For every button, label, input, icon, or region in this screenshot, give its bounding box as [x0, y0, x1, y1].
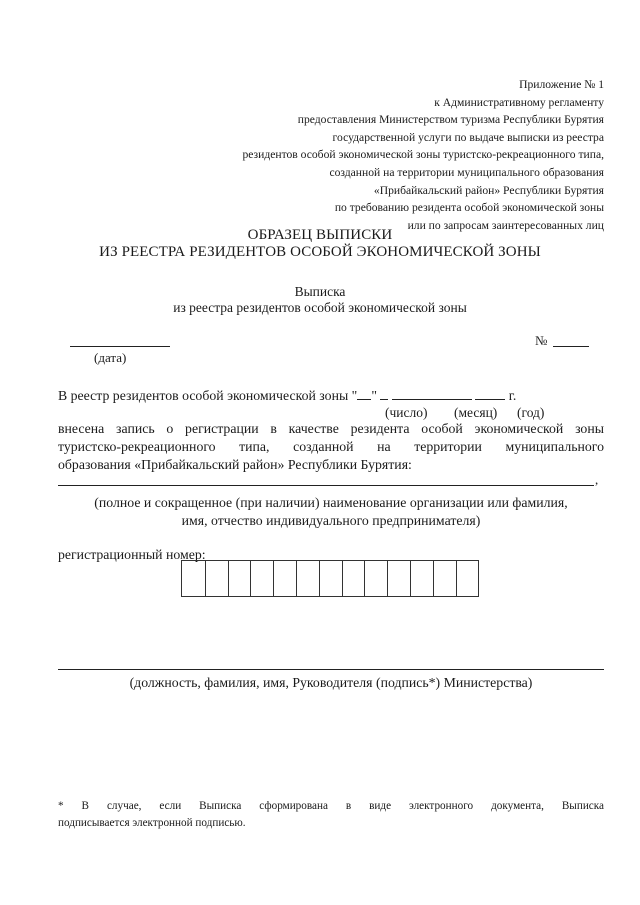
- registration-number-cell: [182, 561, 205, 596]
- document-title-line-1: ОБРАЗЕЦ ВЫПИСКИ: [247, 227, 393, 243]
- organization-caption: [58, 494, 604, 530]
- registration-number-cell: [296, 561, 319, 596]
- registry-quote-close: ": [371, 388, 377, 403]
- paragraph-line: туристско-рекреационного типа, созданной на территории муниципального: [58, 439, 604, 454]
- registration-number-cell: [250, 561, 273, 596]
- registration-number-cell: [228, 561, 251, 596]
- date-blank: [70, 346, 170, 347]
- registration-number-cell: [433, 561, 456, 596]
- annex-header: [144, 76, 604, 234]
- number-label: №: [535, 333, 548, 348]
- annex-line: к Административному регламенту: [434, 95, 604, 109]
- organization-caption-line: (полное и сокращенное (при наличии) наименование организации или фамилия,: [94, 495, 568, 510]
- annex-line: созданной на территории муниципального образования: [329, 165, 604, 179]
- registration-number-cell: [456, 561, 479, 596]
- annex-line: предоставления Министерством туризма Республики Бурятия: [297, 113, 604, 127]
- paragraph-line: образования «Прибайкальский район» Республики Бурятия:: [58, 457, 412, 472]
- annex-line: по требованию резидента особой экономической зоны: [334, 201, 604, 215]
- registration-number-cell: [205, 561, 228, 596]
- year-label: (год): [517, 405, 545, 420]
- registration-paragraph: [58, 420, 604, 474]
- registration-number-grid: [181, 560, 479, 597]
- document-title-line-2: ИЗ РЕЕСТРА РЕЗИДЕНТОВ ОСОБОЙ ЭКОНОМИЧЕСКОЙ ЗОНЫ: [99, 244, 541, 260]
- year-blank: [475, 388, 505, 400]
- registration-number-cell: [273, 561, 296, 596]
- footnote-line: подписывается электронной подписью.: [58, 817, 246, 829]
- subtitle-line-1: Выписка: [294, 284, 346, 299]
- registry-line: [58, 388, 604, 404]
- footnote-line: * В случае, если Выписка сформирована в виде электронного документа, Выписка: [58, 800, 604, 812]
- footnote: [58, 798, 604, 832]
- signature-caption: (должность, фамилия, имя, Руководителя (подпись*) Министерства): [129, 675, 533, 690]
- year-suffix: г.: [508, 388, 517, 403]
- annex-line: «Прибайкальский район» Республики Бурятия: [373, 183, 604, 197]
- paragraph-line: внесена запись о регистрации в качестве резидента особой экономической зоны: [58, 421, 604, 436]
- day-label: (число): [385, 405, 428, 420]
- organization-comma: ,: [595, 472, 599, 487]
- registration-number-cell: [364, 561, 387, 596]
- organization-name-blank: [58, 485, 594, 486]
- month-quote-blank: [380, 388, 388, 400]
- signature-blank: [58, 669, 604, 670]
- annex-line: резидентов особой экономической зоны туристско-рекреационного типа,: [242, 148, 604, 162]
- registration-number-label: регистрационный номер:: [58, 547, 206, 562]
- annex-line: или по запросам заинтересованных лиц: [407, 218, 604, 232]
- registration-number-cell: [387, 561, 410, 596]
- subtitle-line-2: из реестра резидентов особой экономической зоны: [173, 300, 467, 315]
- registration-number-cell: [319, 561, 342, 596]
- organization-caption-line: имя, отчество индивидуального предпринимателя): [181, 513, 481, 528]
- annex-line: Приложение № 1: [519, 78, 604, 91]
- date-label: (дата): [94, 350, 127, 365]
- month-label: (месяц): [454, 405, 498, 420]
- number-blank: [553, 346, 589, 347]
- month-blank: [392, 388, 472, 400]
- registration-number-cell: [410, 561, 433, 596]
- registration-number-cell: [342, 561, 365, 596]
- day-blank: [357, 388, 371, 400]
- registry-prefix: В реестр резидентов особой экономической зоны ": [58, 388, 358, 403]
- annex-line: государственной услуги по выдаче выписки из реестра: [332, 130, 604, 144]
